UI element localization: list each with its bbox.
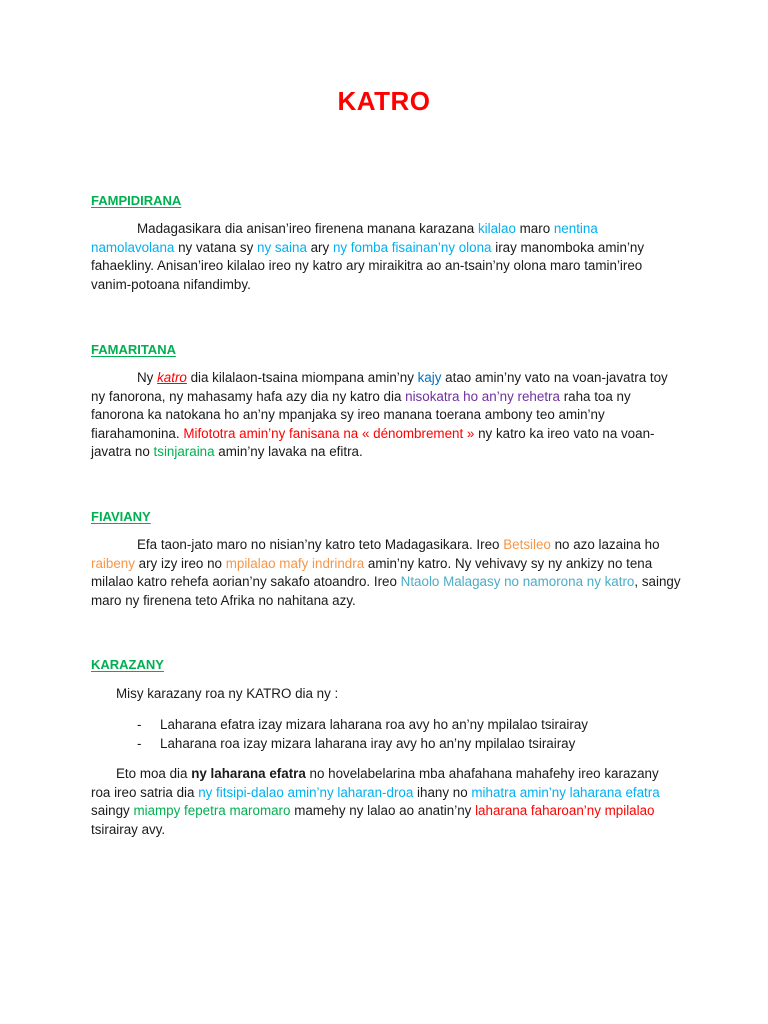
paragraph-karazany-intro: Misy karazany roa ny KATRO dia ny : xyxy=(116,686,339,701)
highlight-ntaolo: Ntaolo Malagasy no namorona ny katro xyxy=(400,574,635,590)
highlight-mifototra: Mifototra amin’ny fanisana na « dénombrement » xyxy=(183,425,475,441)
highlight-mihatra: mihatra amin’ny laharana efatra xyxy=(471,784,660,800)
paragraph-karazany: Eto moa dia ny laharana efatra no hovelabelarina mba ahafahana mahafehy ireo karazany roa ireo satria dia ny fitsipi-dalao amin’ny laharan-droa ihany no mihatra amin’ny laharana efatra saingy miampy fepetra maromaro mamehy ny lalao ao anatin’ny laharana faharoan’ny mpilalao tsirairay avy. xyxy=(91,766,660,837)
karazany-list xyxy=(137,715,697,753)
section-heading-famaritana: FAMARITANA xyxy=(91,342,176,357)
highlight-kilalao: kilalao xyxy=(477,221,516,236)
list-item: - Laharana roa izay mizara laharana iray avy ho an’ny mpilalao tsirairay xyxy=(137,736,576,751)
highlight-mpilalao: mpilalao mafy indrindra xyxy=(225,555,365,571)
highlight-tsinjaraina: tsinjaraina xyxy=(153,444,215,460)
list-item: - Laharana efatra izay mizara laharana roa avy ho an’ny mpilalao tsirairay xyxy=(137,717,588,732)
highlight-nentina: nentina namolavolana xyxy=(91,221,598,255)
page-title: KATRO xyxy=(337,86,431,116)
highlight-katro: katro xyxy=(157,370,187,385)
list-bullet: - xyxy=(137,736,142,751)
paragraph-fampidirana: Madagasikara dia anisan’ireo firenena manana karazana kilalao maro nentina namolavolana ny vatana sy ny saina ary ny fomba fisainan’ny olona iray manomboka amin’ny fahaekliny. Anisan’ireo kilalao ireo ny katro ary miraikitra ao an-tsain’ny olona maro tamin’ireo vanim-potoana nifandimby. xyxy=(91,221,645,292)
highlight-faharoa: laharana faharoan’ny mpilalao xyxy=(475,803,655,819)
highlight-fomba: ny fomba fisainan’ny olona xyxy=(332,239,492,255)
list-bullet: - xyxy=(137,717,142,732)
highlight-kajy: kajy xyxy=(417,370,442,385)
highlight-fitsipi-dalao: ny fitsipi-dalao amin’ny laharan-droa xyxy=(198,784,414,800)
highlight-miampy: miampy fepetra maromaro xyxy=(133,803,291,819)
section-heading-fampidirana: FAMPIDIRANA xyxy=(91,193,182,208)
section-heading-karazany: KARAZANY xyxy=(91,657,164,672)
highlight-nisokatra: nisokatra ho an’ny rehetra xyxy=(405,388,560,404)
highlight-betsileo: Betsileo xyxy=(503,537,551,552)
paragraph-famaritana: Ny katro dia kilalaon-tsaina miompana amin’ny kajy atao amin’ny vato na voan-javatra toy ny fanorona, ny mahasamy hafa azy dia ny katro dia nisokatra ho an’ny rehetra raha toa ny fanorona ka natokana ho an’ny mpanjaka sy ireo manana toerana ambony teo amin’ny fiarahamonina. Mifototra amin’ny fanisana na « dénombrement » ny katro ka ireo vato na voan-javatra no tsinjaraina amin’ny lavaka na efitra. xyxy=(91,370,668,460)
highlight-saina: ny saina xyxy=(257,239,307,255)
paragraph-fiaviany: Efa taon-jato maro no nisian’ny katro teto Madagasikara. Ireo Betsileo no azo lazaina ho raibeny ary izy ireo no mpilalao mafy indrindra amin’ny katro. Ny vehivavy sy ny ankizy no tena milalao katro rehefa aorian’ny sakafo atoandro. Ireo Ntaolo Malagasy no namorona ny katro, saingy maro ny firenena teto Afrika no nahitana azy. xyxy=(91,537,681,608)
highlight-raibeny: raibeny xyxy=(91,555,135,571)
highlight-laharana-efatra: ny laharana efatra xyxy=(191,766,306,781)
section-heading-fiaviany: FIAVIANY xyxy=(91,509,151,524)
